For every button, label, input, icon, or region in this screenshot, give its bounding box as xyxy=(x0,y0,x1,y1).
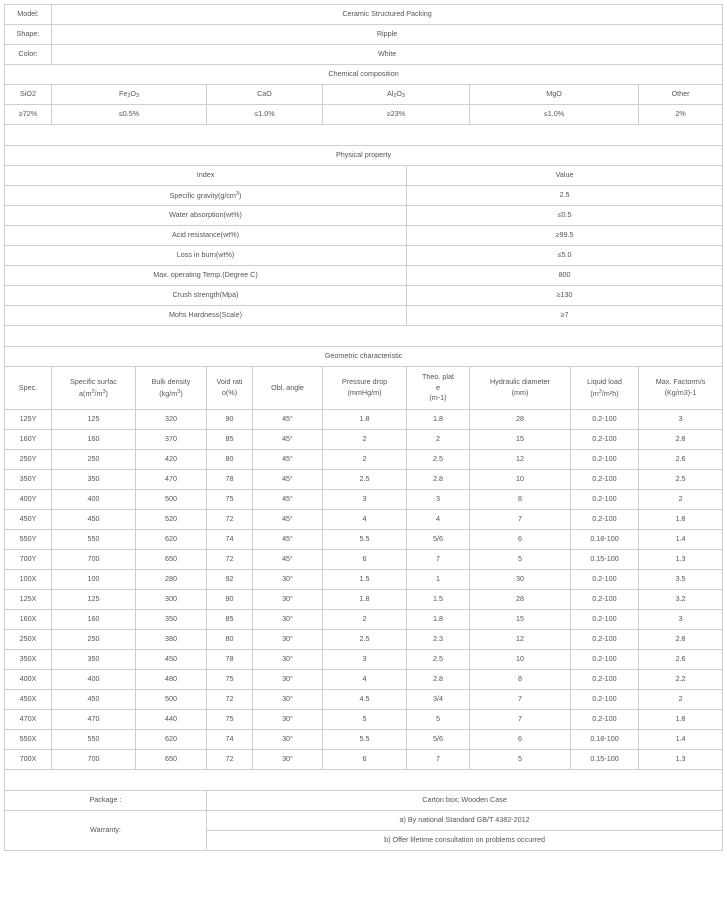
geo-cell-liquid: 0.18-100 xyxy=(571,530,639,550)
geo-cell-plate: 7 xyxy=(407,750,470,770)
geometric-title: Geometric characteristic xyxy=(5,347,723,367)
geo-cell-surface: 250 xyxy=(52,450,136,470)
geo-cell-surface: 470 xyxy=(52,710,136,730)
geo-cell-surface: 350 xyxy=(52,650,136,670)
geo-cell-bulk: 380 xyxy=(136,630,207,650)
geometric-data-body xyxy=(5,410,723,770)
geometric-row xyxy=(5,490,723,510)
geo-cell-spec: 160Y xyxy=(5,430,52,450)
geo-cell-pressure: 5.5 xyxy=(323,730,407,750)
geo-cell-hydraulic: 7 xyxy=(470,710,571,730)
geometric-title-row xyxy=(5,347,723,367)
geo-cell-liquid: 0.2-100 xyxy=(571,690,639,710)
geo-cell-void: 72 xyxy=(207,550,253,570)
geo-cell-liquid: 0.2-100 xyxy=(571,650,639,670)
geo-cell-spec: 125Y xyxy=(5,410,52,430)
geo-header-void: Void rati o(%) xyxy=(207,367,253,410)
geometric-row xyxy=(5,570,723,590)
geo-cell-angle: 30° xyxy=(253,630,323,650)
geo-cell-factor: 3.2 xyxy=(639,590,723,610)
warranty-line-b: b) Offer lifetime consultation on problems occurred xyxy=(207,831,723,851)
geo-cell-spec: 125X xyxy=(5,590,52,610)
geo-cell-factor: 2.5 xyxy=(639,470,723,490)
geo-cell-void: 75 xyxy=(207,670,253,690)
geo-cell-angle: 45° xyxy=(253,490,323,510)
physical-label: Max. operating Temp.(Degree C) xyxy=(5,266,407,286)
geo-cell-plate: 2.8 xyxy=(407,470,470,490)
geo-cell-factor: 2 xyxy=(639,690,723,710)
geo-cell-spec: 470X xyxy=(5,710,52,730)
physical-row xyxy=(5,286,723,306)
geo-cell-pressure: 4.5 xyxy=(323,690,407,710)
chemical-value-row xyxy=(5,105,723,125)
geometric-header-row xyxy=(5,367,723,410)
geo-cell-spec: 400X xyxy=(5,670,52,690)
geo-cell-bulk: 450 xyxy=(136,650,207,670)
geo-cell-hydraulic: 15 xyxy=(470,610,571,630)
geo-cell-angle: 30° xyxy=(253,650,323,670)
geo-cell-surface: 350 xyxy=(52,470,136,490)
geo-cell-liquid: 0.2-100 xyxy=(571,590,639,610)
geo-cell-hydraulic: 28 xyxy=(470,410,571,430)
geo-cell-plate: 2.8 xyxy=(407,670,470,690)
geo-cell-plate: 2.5 xyxy=(407,650,470,670)
geo-cell-plate: 2.3 xyxy=(407,630,470,650)
chem-header-mgo: MgO xyxy=(470,85,639,105)
geo-cell-liquid: 0.15-100 xyxy=(571,750,639,770)
geo-cell-hydraulic: 8 xyxy=(470,490,571,510)
geo-cell-factor: 1.3 xyxy=(639,550,723,570)
geo-cell-void: 75 xyxy=(207,490,253,510)
geo-cell-bulk: 650 xyxy=(136,750,207,770)
warranty-label: Warranty: xyxy=(5,811,207,851)
geometric-row xyxy=(5,510,723,530)
geo-cell-hydraulic: 10 xyxy=(470,470,571,490)
geometric-row xyxy=(5,670,723,690)
geo-cell-factor: 3 xyxy=(639,410,723,430)
geo-cell-factor: 1.4 xyxy=(639,530,723,550)
geo-cell-liquid: 0.2-100 xyxy=(571,570,639,590)
geometric-row xyxy=(5,550,723,570)
geo-cell-void: 90 xyxy=(207,590,253,610)
physical-value: ≥99.5 xyxy=(407,226,723,246)
color-label: Color: xyxy=(5,45,52,65)
package-row xyxy=(5,791,723,811)
chem-header-other: Other xyxy=(639,85,723,105)
geo-cell-spec: 160X xyxy=(5,610,52,630)
geo-cell-bulk: 500 xyxy=(136,490,207,510)
geo-cell-surface: 160 xyxy=(52,610,136,630)
geo-cell-surface: 700 xyxy=(52,750,136,770)
geo-cell-surface: 550 xyxy=(52,730,136,750)
geo-cell-bulk: 350 xyxy=(136,610,207,630)
geo-cell-angle: 45° xyxy=(253,510,323,530)
geo-cell-plate: 1.5 xyxy=(407,590,470,610)
chem-header-cao: CaO xyxy=(207,85,323,105)
physical-row xyxy=(5,226,723,246)
model-row xyxy=(5,5,723,25)
geo-cell-plate: 7 xyxy=(407,550,470,570)
geo-cell-spec: 700Y xyxy=(5,550,52,570)
model-value: Ceramic Structured Packing xyxy=(52,5,723,25)
geo-cell-factor: 2.6 xyxy=(639,650,723,670)
geo-cell-plate: 2 xyxy=(407,430,470,450)
geo-cell-factor: 3.5 xyxy=(639,570,723,590)
chem-value-other: 2% xyxy=(639,105,723,125)
geo-cell-void: 78 xyxy=(207,650,253,670)
chem-value-fe2o3: ≤0.5% xyxy=(52,105,207,125)
geo-cell-liquid: 0.2-100 xyxy=(571,450,639,470)
chemical-header-row xyxy=(5,85,723,105)
geo-cell-bulk: 470 xyxy=(136,470,207,490)
physical-value: 2.5 xyxy=(407,186,723,206)
physical-title: Physical property xyxy=(5,146,723,166)
geo-cell-void: 80 xyxy=(207,630,253,650)
model-label: Model: xyxy=(5,5,52,25)
geo-cell-surface: 250 xyxy=(52,630,136,650)
geo-cell-surface: 450 xyxy=(52,510,136,530)
geo-cell-spec: 250X xyxy=(5,630,52,650)
geometric-row xyxy=(5,730,723,750)
geo-header-angle: Obl. angle xyxy=(253,367,323,410)
physical-header-row xyxy=(5,166,723,186)
geo-cell-pressure: 3 xyxy=(323,650,407,670)
geo-cell-void: 80 xyxy=(207,450,253,470)
physical-row xyxy=(5,186,723,206)
geo-cell-bulk: 420 xyxy=(136,450,207,470)
geo-cell-plate: 1.8 xyxy=(407,610,470,630)
shape-label: Shape: xyxy=(5,25,52,45)
geo-cell-spec: 350Y xyxy=(5,470,52,490)
chem-header-fe2o3: Fe2O3 xyxy=(52,85,207,105)
geo-cell-factor: 2.8 xyxy=(639,630,723,650)
geo-cell-spec: 100X xyxy=(5,570,52,590)
geo-cell-void: 85 xyxy=(207,430,253,450)
geo-cell-void: 72 xyxy=(207,510,253,530)
geo-cell-angle: 45° xyxy=(253,410,323,430)
geometric-row xyxy=(5,450,723,470)
chem-header-al2o3: Al2O3 xyxy=(323,85,470,105)
geo-cell-spec: 400Y xyxy=(5,490,52,510)
geo-cell-pressure: 2 xyxy=(323,430,407,450)
geo-cell-spec: 550Y xyxy=(5,530,52,550)
product-spec-table xyxy=(4,4,723,851)
geometric-row xyxy=(5,410,723,430)
geo-cell-liquid: 0.2-100 xyxy=(571,610,639,630)
geo-cell-angle: 30° xyxy=(253,610,323,630)
geo-cell-bulk: 620 xyxy=(136,730,207,750)
physical-title-row xyxy=(5,146,723,166)
geo-header-spec: Spec. xyxy=(5,367,52,410)
geo-cell-bulk: 320 xyxy=(136,410,207,430)
physical-label: Water absorption(wt%) xyxy=(5,206,407,226)
geometric-row xyxy=(5,630,723,650)
geo-cell-angle: 45° xyxy=(253,470,323,490)
geo-header-bulk: Bulk density $(kg/m^3)$ xyxy=(136,367,207,410)
geo-cell-hydraulic: 30 xyxy=(470,570,571,590)
geo-cell-void: 78 xyxy=(207,470,253,490)
geo-cell-angle: 45° xyxy=(253,430,323,450)
geo-cell-angle: 30° xyxy=(253,670,323,690)
geo-cell-hydraulic: 6 xyxy=(470,530,571,550)
shape-value: Ripple xyxy=(52,25,723,45)
geo-cell-hydraulic: 7 xyxy=(470,510,571,530)
geo-cell-surface: 400 xyxy=(52,490,136,510)
geo-cell-void: 92 xyxy=(207,570,253,590)
geometric-row xyxy=(5,430,723,450)
geo-cell-liquid: 0.2-100 xyxy=(571,510,639,530)
geo-cell-liquid: 0.2-100 xyxy=(571,710,639,730)
geo-cell-plate: 4 xyxy=(407,510,470,530)
geo-cell-void: 85 xyxy=(207,610,253,630)
geo-cell-spec: 450Y xyxy=(5,510,52,530)
physical-value: ≤5.0 xyxy=(407,246,723,266)
geo-cell-bulk: 370 xyxy=(136,430,207,450)
geometric-row xyxy=(5,610,723,630)
geo-cell-hydraulic: 5 xyxy=(470,550,571,570)
geo-cell-hydraulic: 8 xyxy=(470,670,571,690)
geo-cell-bulk: 620 xyxy=(136,530,207,550)
geo-cell-factor: 1.8 xyxy=(639,710,723,730)
geo-cell-surface: 400 xyxy=(52,670,136,690)
geo-cell-bulk: 440 xyxy=(136,710,207,730)
geo-cell-bulk: 520 xyxy=(136,510,207,530)
geo-cell-pressure: 1.8 xyxy=(323,410,407,430)
geo-cell-void: 74 xyxy=(207,530,253,550)
geo-cell-pressure: 2.5 xyxy=(323,630,407,650)
geo-cell-void: 72 xyxy=(207,750,253,770)
geo-cell-factor: 1.8 xyxy=(639,510,723,530)
package-value: Carton box; Wooden Case xyxy=(207,791,723,811)
geo-cell-hydraulic: 12 xyxy=(470,450,571,470)
geo-cell-surface: 550 xyxy=(52,530,136,550)
geo-cell-factor: 3 xyxy=(639,610,723,630)
geo-cell-pressure: 3 xyxy=(323,490,407,510)
geo-cell-hydraulic: 10 xyxy=(470,650,571,670)
geo-cell-hydraulic: 7 xyxy=(470,690,571,710)
chem-value-cao: ≤1.0% xyxy=(207,105,323,125)
chemical-title: Chemical composition xyxy=(5,65,723,85)
geo-cell-hydraulic: 6 xyxy=(470,730,571,750)
geo-cell-factor: 2 xyxy=(639,490,723,510)
geo-cell-angle: 30° xyxy=(253,570,323,590)
geo-cell-plate: 3 xyxy=(407,490,470,510)
geo-cell-bulk: 500 xyxy=(136,690,207,710)
geo-cell-angle: 30° xyxy=(253,730,323,750)
geo-cell-void: 72 xyxy=(207,690,253,710)
geo-cell-plate: 2.5 xyxy=(407,450,470,470)
geo-cell-surface: 160 xyxy=(52,430,136,450)
geometric-row xyxy=(5,590,723,610)
geometric-row xyxy=(5,710,723,730)
geo-cell-angle: 30° xyxy=(253,710,323,730)
geo-cell-surface: 700 xyxy=(52,550,136,570)
geo-cell-pressure: 5.5 xyxy=(323,530,407,550)
physical-row xyxy=(5,246,723,266)
geo-cell-plate: 5/6 xyxy=(407,730,470,750)
geo-cell-factor: 2.2 xyxy=(639,670,723,690)
chemical-title-row xyxy=(5,65,723,85)
geo-cell-factor: 1.3 xyxy=(639,750,723,770)
spacer-row xyxy=(5,326,723,347)
geo-cell-void: 75 xyxy=(207,710,253,730)
geo-cell-angle: 45° xyxy=(253,530,323,550)
geo-cell-bulk: 280 xyxy=(136,570,207,590)
geo-cell-pressure: 4 xyxy=(323,670,407,690)
physical-value: ≤0.5 xyxy=(407,206,723,226)
geo-cell-spec: 700X xyxy=(5,750,52,770)
geo-cell-pressure: 6 xyxy=(323,550,407,570)
geo-cell-liquid: 0.2-100 xyxy=(571,410,639,430)
geo-cell-angle: 30° xyxy=(253,690,323,710)
color-value: White xyxy=(52,45,723,65)
physical-row xyxy=(5,306,723,326)
spacer-row xyxy=(5,770,723,791)
geo-cell-pressure: 2.5 xyxy=(323,470,407,490)
geo-cell-surface: 100 xyxy=(52,570,136,590)
geo-cell-void: 74 xyxy=(207,730,253,750)
geo-cell-hydraulic: 28 xyxy=(470,590,571,610)
physical-row xyxy=(5,206,723,226)
geo-cell-surface: 125 xyxy=(52,590,136,610)
geo-cell-liquid: 0.2-100 xyxy=(571,430,639,450)
physical-label: Acid resistance(wt%) xyxy=(5,226,407,246)
geo-cell-pressure: 2 xyxy=(323,610,407,630)
physical-label: Mohs Hardness(Scale) xyxy=(5,306,407,326)
geo-cell-angle: 30° xyxy=(253,750,323,770)
geo-cell-liquid: 0.2-100 xyxy=(571,490,639,510)
geo-cell-hydraulic: 5 xyxy=(470,750,571,770)
geo-cell-bulk: 480 xyxy=(136,670,207,690)
geo-cell-pressure: 5 xyxy=(323,710,407,730)
geometric-row xyxy=(5,750,723,770)
physical-label: Crush strength(Mpa) xyxy=(5,286,407,306)
geo-header-plate: Theo. plat e (m-1) xyxy=(407,367,470,410)
geo-cell-spec: 450X xyxy=(5,690,52,710)
geo-cell-hydraulic: 15 xyxy=(470,430,571,450)
geo-cell-pressure: 4 xyxy=(323,510,407,530)
geo-cell-liquid: 0.15-100 xyxy=(571,550,639,570)
geo-cell-bulk: 300 xyxy=(136,590,207,610)
geo-header-hydraulic: Hydraulic diameter (mm) xyxy=(470,367,571,410)
geo-cell-surface: 450 xyxy=(52,690,136,710)
geometric-row xyxy=(5,470,723,490)
physical-index-header: Index xyxy=(5,166,407,186)
geo-cell-factor: 2.8 xyxy=(639,430,723,450)
geo-cell-spec: 350X xyxy=(5,650,52,670)
physical-row xyxy=(5,266,723,286)
chem-value-al2o3: ≥23% xyxy=(323,105,470,125)
color-row xyxy=(5,45,723,65)
warranty-line-a: a) By national Standard GB/T 4382-2012 xyxy=(207,811,723,831)
geo-cell-void: 90 xyxy=(207,410,253,430)
geo-cell-plate: 3/4 xyxy=(407,690,470,710)
spacer-row xyxy=(5,125,723,146)
geo-cell-angle: 30° xyxy=(253,590,323,610)
geometric-row xyxy=(5,650,723,670)
chem-header-sio2: SiO2 xyxy=(5,85,52,105)
geometric-row xyxy=(5,690,723,710)
physical-value: ≥130 xyxy=(407,286,723,306)
geo-header-liquid: Liquid load $(m^3/m^2h)$ xyxy=(571,367,639,410)
geo-cell-spec: 250Y xyxy=(5,450,52,470)
geo-cell-bulk: 650 xyxy=(136,550,207,570)
geo-cell-pressure: 1.8 xyxy=(323,590,407,610)
geo-cell-hydraulic: 12 xyxy=(470,630,571,650)
physical-label: Loss in burn(wt%) xyxy=(5,246,407,266)
chem-value-mgo: ≤1.0% xyxy=(470,105,639,125)
geo-cell-liquid: 0.18-100 xyxy=(571,730,639,750)
geo-cell-liquid: 0.2-100 xyxy=(571,630,639,650)
geo-cell-plate: 1.8 xyxy=(407,410,470,430)
geo-cell-spec: 550X xyxy=(5,730,52,750)
physical-value-header: Value xyxy=(407,166,723,186)
geo-cell-pressure: 1.5 xyxy=(323,570,407,590)
geo-cell-liquid: 0.2-100 xyxy=(571,470,639,490)
geo-header-surface: Specific surfac $a(m^2/m^3)$ xyxy=(52,367,136,410)
geo-cell-pressure: 6 xyxy=(323,750,407,770)
geo-cell-angle: 45° xyxy=(253,550,323,570)
geometric-row xyxy=(5,530,723,550)
geo-cell-factor: 1.4 xyxy=(639,730,723,750)
geo-cell-factor: 2.6 xyxy=(639,450,723,470)
physical-value: ≥7 xyxy=(407,306,723,326)
package-label: Package : xyxy=(5,791,207,811)
shape-row xyxy=(5,25,723,45)
geo-cell-plate: 5 xyxy=(407,710,470,730)
warranty-row xyxy=(5,811,723,831)
geo-cell-plate: 5/6 xyxy=(407,530,470,550)
geo-cell-pressure: 2 xyxy=(323,450,407,470)
chem-value-sio2: ≥72% xyxy=(5,105,52,125)
geo-cell-plate: 1 xyxy=(407,570,470,590)
geo-cell-liquid: 0.2-100 xyxy=(571,670,639,690)
physical-label: Specific $gravity(g/cm^3)$ xyxy=(5,186,407,206)
geo-cell-surface: 125 xyxy=(52,410,136,430)
geo-header-factor: Max. Factorm/s (Kg/m3)-1 xyxy=(639,367,723,410)
physical-value: 800 xyxy=(407,266,723,286)
geo-header-pressure: Pressure drop (mmHg/m) xyxy=(323,367,407,410)
geo-cell-angle: 45° xyxy=(253,450,323,470)
